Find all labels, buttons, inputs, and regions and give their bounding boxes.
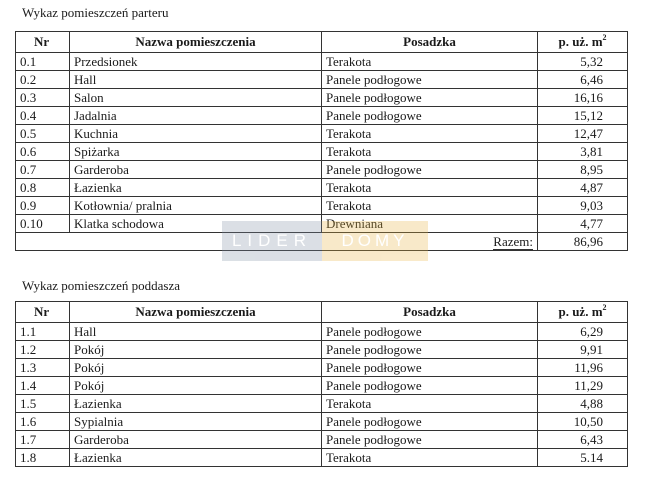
row-flooring: Panele podłogowe xyxy=(322,413,538,431)
table-row xyxy=(16,413,628,431)
table-row xyxy=(16,71,628,89)
row-area: 6,46 xyxy=(538,71,628,89)
row-nr: 0.3 xyxy=(16,89,70,107)
table-row xyxy=(16,107,628,125)
row-flooring: Terakota xyxy=(322,179,538,197)
row-room-name: Kuchnia xyxy=(70,125,322,143)
row-area: 6,29 xyxy=(538,323,628,341)
table-row xyxy=(16,179,628,197)
row-nr: 1.7 xyxy=(16,431,70,449)
row-nr: 0.1 xyxy=(16,53,70,71)
table-row xyxy=(16,197,628,215)
table-row xyxy=(16,143,628,161)
row-area: 11,96 xyxy=(538,359,628,377)
row-area: 16,16 xyxy=(538,89,628,107)
row-flooring: Panele podłogowe xyxy=(322,107,538,125)
row-area: 10,50 xyxy=(538,413,628,431)
row-area: 12,47 xyxy=(538,125,628,143)
table-row xyxy=(16,431,628,449)
row-room-name: Salon xyxy=(70,89,322,107)
row-room-name: Łazienka xyxy=(70,449,322,467)
row-nr: 0.9 xyxy=(16,197,70,215)
row-area: 9,91 xyxy=(538,341,628,359)
row-flooring: Panele podłogowe xyxy=(322,71,538,89)
row-flooring: Panele podłogowe xyxy=(322,161,538,179)
row-flooring: Terakota xyxy=(322,449,538,467)
row-area: 4,87 xyxy=(538,179,628,197)
watermark-left: LIDER xyxy=(222,221,322,261)
row-room-name: Kotłownia/ pralnia xyxy=(70,197,322,215)
row-room-name: Garderoba xyxy=(70,161,322,179)
table-row xyxy=(16,161,628,179)
row-area: 4,88 xyxy=(538,395,628,413)
header-room-name: Nazwa pomieszczenia xyxy=(70,302,322,323)
header-area-sup: 2 xyxy=(602,33,607,42)
header-nr: Nr xyxy=(16,302,70,323)
row-room-name: Łazienka xyxy=(70,395,322,413)
header-area-label: p. uż. m xyxy=(558,304,603,319)
row-nr: 1.4 xyxy=(16,377,70,395)
table-row xyxy=(16,89,628,107)
row-room-name: Hall xyxy=(70,323,322,341)
row-room-name: Pokój xyxy=(70,341,322,359)
total-label xyxy=(322,233,538,251)
row-nr: 0.8 xyxy=(16,179,70,197)
row-room-name: Łazienka xyxy=(70,179,322,197)
row-room-name: Klatka schodowa xyxy=(70,215,322,233)
row-flooring: Terakota xyxy=(322,53,538,71)
header-area xyxy=(538,32,628,53)
row-flooring: Panele podłogowe xyxy=(322,323,538,341)
table-row xyxy=(16,377,628,395)
watermark-right: DOMY xyxy=(322,221,428,261)
header-flooring: Posadzka xyxy=(322,302,538,323)
table-row xyxy=(16,323,628,341)
header-nr: Nr xyxy=(16,32,70,53)
row-nr: 0.7 xyxy=(16,161,70,179)
row-room-name: Pokój xyxy=(70,359,322,377)
table-row xyxy=(16,449,628,467)
row-area: 9,03 xyxy=(538,197,628,215)
row-flooring: Panele podłogowe xyxy=(322,431,538,449)
row-area: 6,43 xyxy=(538,431,628,449)
table-row xyxy=(16,215,628,233)
row-area: 8,95 xyxy=(538,161,628,179)
row-nr: 1.8 xyxy=(16,449,70,467)
row-flooring: Panele podłogowe xyxy=(322,359,538,377)
table-row xyxy=(16,53,628,71)
row-area: 15,12 xyxy=(538,107,628,125)
table-row xyxy=(16,395,628,413)
row-room-name: Przedsionek xyxy=(70,53,322,71)
row-nr: 1.2 xyxy=(16,341,70,359)
total-row xyxy=(16,233,628,251)
total-spacer xyxy=(16,233,322,251)
row-room-name: Hall xyxy=(70,71,322,89)
row-room-name: Pokój xyxy=(70,377,322,395)
row-area: 5.14 xyxy=(538,449,628,467)
row-area: 11,29 xyxy=(538,377,628,395)
row-flooring: Terakota xyxy=(322,143,538,161)
header-room-name: Nazwa pomieszczenia xyxy=(70,32,322,53)
row-flooring: Panele podłogowe xyxy=(322,377,538,395)
table-header-row xyxy=(16,302,628,323)
total-label-text: Razem: xyxy=(493,234,533,249)
row-flooring: Panele podłogowe xyxy=(322,341,538,359)
table-row xyxy=(16,125,628,143)
total-value: 86,96 xyxy=(538,233,628,251)
table-row xyxy=(16,359,628,377)
ground-floor-table xyxy=(15,31,628,251)
row-nr: 1.3 xyxy=(16,359,70,377)
header-area-sup: 2 xyxy=(602,303,607,312)
row-flooring: Drewniana xyxy=(322,215,538,233)
row-nr: 0.10 xyxy=(16,215,70,233)
row-flooring: Panele podłogowe xyxy=(322,89,538,107)
row-flooring: Terakota xyxy=(322,125,538,143)
header-area xyxy=(538,302,628,323)
row-nr: 1.6 xyxy=(16,413,70,431)
attic-caption: Wykaz pomieszczeń poddasza xyxy=(22,278,181,293)
row-area: 5,32 xyxy=(538,53,628,71)
row-flooring: Terakota xyxy=(322,197,538,215)
ground-floor-caption: Wykaz pomieszczeń parteru xyxy=(22,5,169,20)
row-nr: 0.6 xyxy=(16,143,70,161)
table-row xyxy=(16,341,628,359)
row-nr: 0.5 xyxy=(16,125,70,143)
table-header-row xyxy=(16,32,628,53)
header-area-label: p. uż. m xyxy=(558,34,603,49)
header-flooring: Posadzka xyxy=(322,32,538,53)
row-nr: 0.2 xyxy=(16,71,70,89)
row-area: 4,77 xyxy=(538,215,628,233)
row-nr: 0.4 xyxy=(16,107,70,125)
row-room-name: Spiżarka xyxy=(70,143,322,161)
row-area: 3,81 xyxy=(538,143,628,161)
row-room-name: Sypialnia xyxy=(70,413,322,431)
row-nr: 1.1 xyxy=(16,323,70,341)
attic-table xyxy=(15,301,628,467)
row-nr: 1.5 xyxy=(16,395,70,413)
row-flooring: Terakota xyxy=(322,395,538,413)
row-room-name: Jadalnia xyxy=(70,107,322,125)
row-room-name: Garderoba xyxy=(70,431,322,449)
